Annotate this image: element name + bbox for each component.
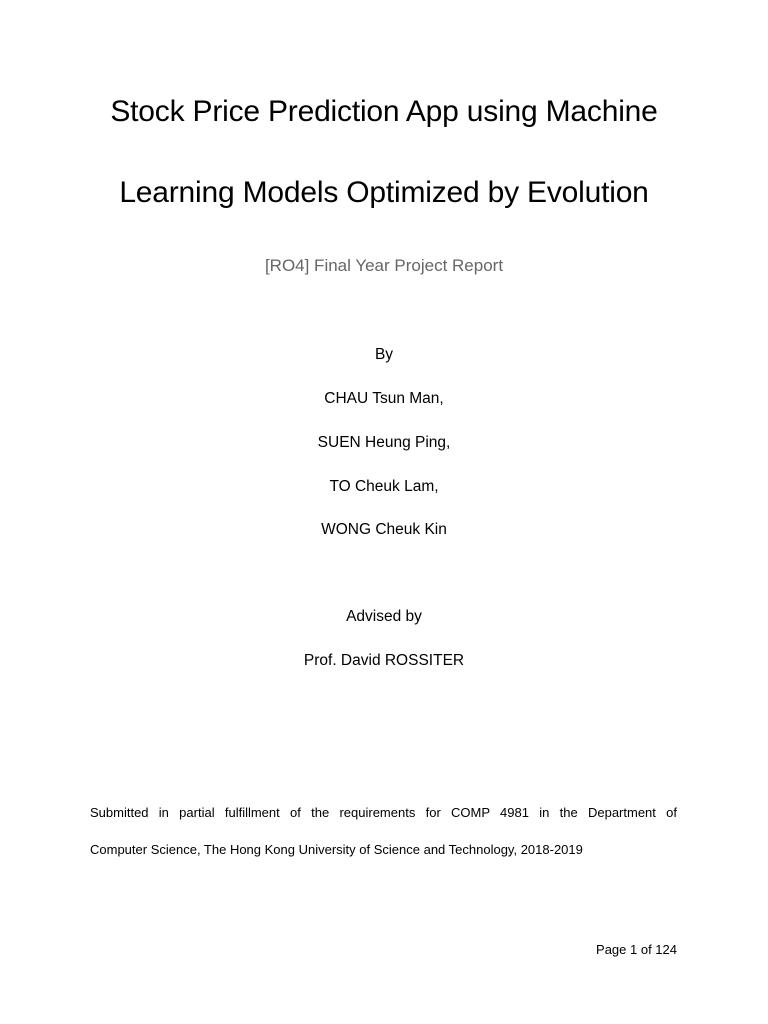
submission-line-1: Submitted in partial fulfillment of the requirements for COMP 4981 in the Department of xyxy=(90,805,677,820)
submission-line-2: Computer Science, The Hong Kong University of Science and Technology, 2018-2019 xyxy=(90,842,583,857)
author-2: SUEN Heung Ping, xyxy=(317,434,451,451)
advised-by-label: Advised by xyxy=(346,608,422,625)
author-3: TO Cheuk Lam, xyxy=(329,478,439,495)
title-line-1: Stock Price Prediction App using Machine xyxy=(110,95,658,128)
report-subtitle: [RO4] Final Year Project Report xyxy=(264,256,504,275)
author-1: CHAU Tsun Man, xyxy=(324,390,444,407)
title-line-2: Learning Models Optimized by Evolution xyxy=(119,176,649,209)
author-4: WONG Cheuk Kin xyxy=(321,521,447,538)
by-label: By xyxy=(374,346,394,363)
page-number: Page 1 of 124 xyxy=(596,942,677,957)
advisor-name: Prof. David ROSSITER xyxy=(303,652,465,669)
